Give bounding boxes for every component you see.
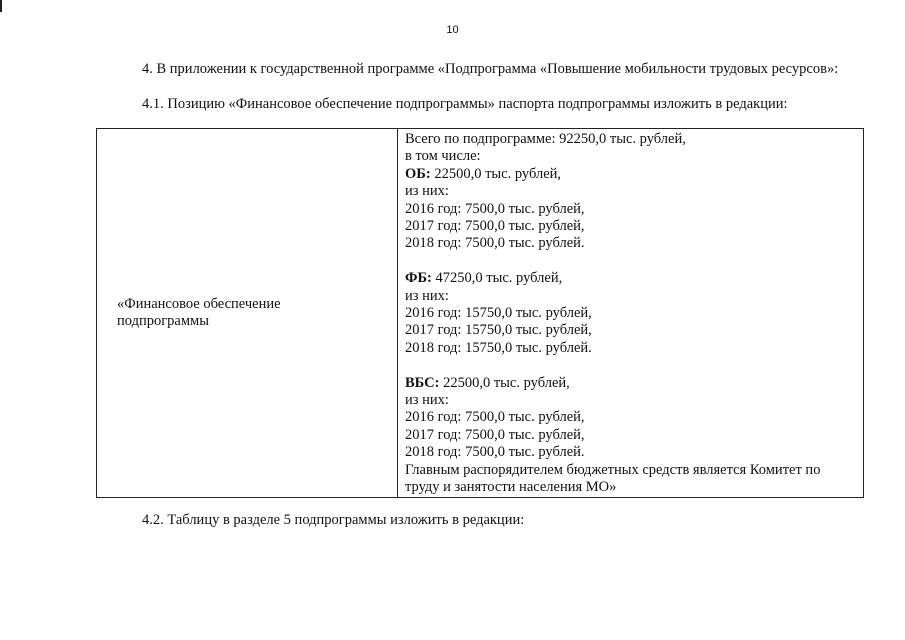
including-line: в том числе: — [405, 148, 481, 165]
vbs-value: 22500,0 тыс. рублей, — [439, 374, 570, 391]
vbs-line — [405, 375, 857, 392]
spacer — [405, 253, 857, 270]
fb-label: ФБ: — [405, 270, 432, 287]
ob-year-line: 2018 год: 7500,0 тыс. рублей. — [405, 235, 585, 252]
position-name-line: «Финансовое обеспечение — [117, 295, 281, 312]
vbs-year-line: 2018 год: 7500,0 тыс. рублей. — [405, 444, 585, 461]
paragraph-4-2: 4.2. Таблицу в разделе 5 подпрограммы изложить в редакции: — [142, 512, 525, 528]
fb-year-line: 2016 год: 15750,0 тыс. рублей, — [405, 305, 592, 322]
total-line: Всего по подпрограмме: 92250,0 тыс. рублей, — [405, 131, 686, 147]
page-number: 10 — [446, 24, 459, 36]
manager-line: труду и занятости населения МО» — [405, 479, 617, 496]
fb-value: 47250,0 тыс. рублей, — [431, 270, 563, 287]
fb-year-line: 2018 год: 15750,0 тыс. рублей. — [405, 339, 592, 356]
table-row — [97, 129, 864, 498]
spacer — [405, 357, 857, 374]
fb-year-line: 2017 год: 15750,0 тыс. рублей, — [405, 322, 592, 339]
scan-edge-mark — [0, 0, 2, 12]
manager-line: Главным распорядителем бюджетных средств является Комитет по — [405, 461, 821, 478]
ob-of-them: из них: — [405, 183, 449, 200]
paragraph-4-1: 4.1. Позицию «Финансовое обеспечение подпрограммы» паспорта подпрограммы изложить в редакции: — [142, 96, 788, 112]
position-name-cell — [97, 129, 398, 498]
vbs-of-them: из них: — [405, 392, 449, 409]
fb-of-them: из них: — [405, 287, 449, 304]
ob-year-line: 2017 год: 7500,0 тыс. рублей, — [405, 218, 585, 235]
vbs-label: ВБС: — [405, 374, 440, 391]
position-name-line: подпрограммы — [117, 312, 209, 329]
vbs-year-line: 2017 год: 7500,0 тыс. рублей, — [405, 426, 585, 443]
ob-year-line: 2016 год: 7500,0 тыс. рублей, — [405, 200, 585, 217]
vbs-year-line: 2016 год: 7500,0 тыс. рублей, — [405, 409, 585, 426]
paragraph-4: 4. В приложении к государственной программе «Подпрограмма «Повышение мобильности трудовых ресурсов»: — [142, 61, 839, 77]
financing-details-cell — [398, 129, 864, 498]
ob-line — [405, 166, 857, 183]
fb-line — [405, 270, 857, 287]
financing-passport-table — [96, 128, 864, 498]
ob-value: 22500,0 тыс. рублей, — [430, 165, 562, 182]
ob-label: ОБ: — [405, 165, 431, 182]
